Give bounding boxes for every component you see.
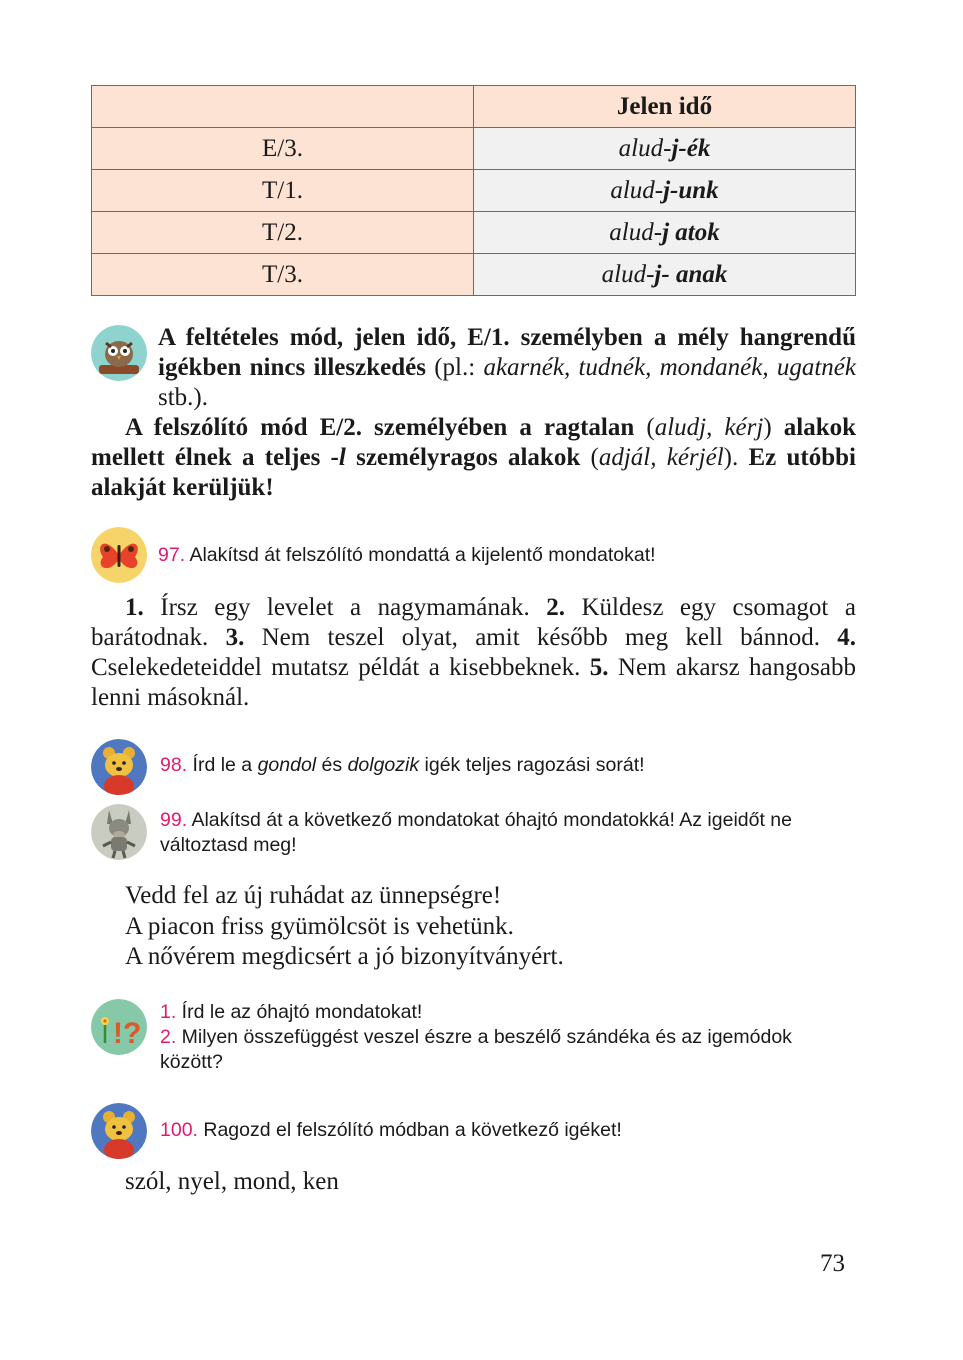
table-row (92, 170, 856, 212)
form-cell: alud-j atok (474, 212, 856, 254)
task-99-instruction: 99. Alakítsd át a következő mondatokat óhajtó mondatokká! Az igeidőt ne változtasd meg! (160, 809, 792, 856)
task-98-instruction: 98. Írd le a gondol és dolgozik igék teljes ragozási sorát! (160, 754, 645, 776)
owl-icon (91, 325, 147, 381)
conjugation-table (91, 85, 856, 296)
person-cell: T/1. (92, 170, 474, 212)
form-cell: alud-j- anak (474, 254, 856, 296)
person-cell: T/3. (92, 254, 474, 296)
task-99-sentences (125, 881, 564, 973)
sentence-line: A piacon friss gyümölcsöt is vehetünk. (125, 912, 514, 940)
svg-text:!?: !? (113, 1017, 142, 1050)
table-header: Jelen idő (474, 86, 856, 128)
form-cell: alud-j-ék (474, 128, 856, 170)
question-flower-icon (91, 999, 147, 1055)
butterfly-icon (91, 527, 147, 583)
task-97-sentences: 1. Írsz egy levelet a nagymamának. 2. Küldesz egy csomagot a barátodnak. 3. Nem teszel olyat, amit később meg kell bánnod. 4. Cselekedeteiddel mutatsz példát a kisebbeknek. 5. Nem akarsz hangosabb lenni másoknál. (91, 594, 856, 711)
donkey-icon (91, 804, 147, 860)
question-2: 2. Milyen összefüggést veszel észre a beszélő szándéka és az igemódok között? (160, 1026, 792, 1073)
table-corner-cell (92, 86, 474, 128)
form-cell: alud-j-unk (474, 170, 856, 212)
grammar-rule-1: A feltételes mód, jelen idő, E/1. személyben a mély hangrendű igékben nincs illeszkedés (pl.: akarnék, tudnék, mondanék, ugatnék stb.). (158, 324, 857, 411)
task-100-words: szól, nyel, mond, ken (125, 1168, 339, 1195)
sentence-line: Vedd fel az új ruhádat az ünnepségre! (125, 882, 502, 909)
question-1: 1. Írd le az óhajtó mondatokat! (160, 1001, 423, 1023)
bear-icon (91, 739, 147, 795)
table-row (92, 254, 856, 296)
page-number: 73 (820, 1250, 845, 1277)
task-100-instruction: 100. Ragozd el felszólító módban a következő igéket! (160, 1119, 622, 1141)
grammar-rule-2: A felszólító mód E/2. személyében a ragtalan (aludj, kérj) alakok mellett élnek a teljes -l személyragos alakok (adjál, kérjél). Ez utóbbi alakját kerüljük! (91, 414, 857, 501)
table-header-row (92, 86, 856, 128)
table-row (92, 128, 856, 170)
person-cell: T/2. (92, 212, 474, 254)
table-row (92, 212, 856, 254)
person-cell: E/3. (92, 128, 474, 170)
sentence-line: A nővérem megdicsért a jó bizonyítványért. (125, 943, 564, 970)
task-97-instruction: 97. Alakítsd át felszólító mondattá a kijelentő mondatokat! (158, 544, 656, 566)
bear-icon (91, 1103, 147, 1159)
